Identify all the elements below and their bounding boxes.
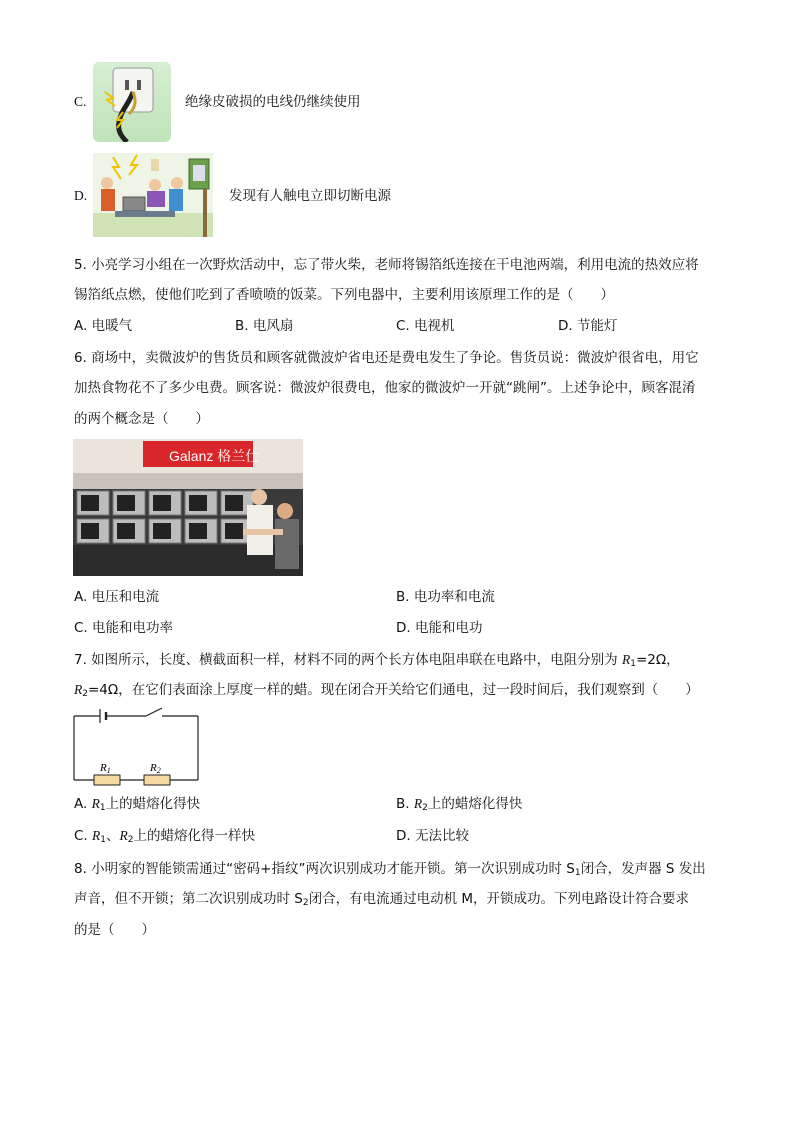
- q5-stem-line2: 锡箔纸点燃，使他们吃到了香喷喷的饭菜。下列电器中，主要利用该原理工作的是（ ）: [74, 287, 614, 303]
- q5-option-b: B. 电风扇: [235, 318, 294, 334]
- q8-stem-line1: 8. 小明家的智能锁需通过“密码+指纹”两次识别成功才能开锁。第一次识别成功时 $S_1$闭合，发声器 S 发出: [74, 861, 706, 878]
- q5-stem-line1: 5. 小亮学习小组在一次野炊活动中，忘了带火柴，老师将锡箔纸连接在干电池两端，利用电流的热效应将: [74, 257, 699, 273]
- q5-option-d: D. 节能灯: [558, 318, 618, 334]
- q8-stem-line3: 的是（ ）: [74, 922, 155, 938]
- galanz-sign-text: Galanz 格兰仕: [169, 448, 260, 464]
- microwave-store-photo: [73, 439, 303, 576]
- q7-option-c: C. $R_1$、$R_2$上的蜡熔化得一样快: [74, 828, 255, 845]
- q6-option-d: D. 电能和电功: [396, 620, 483, 636]
- q6-stem-line2: 加热食物花不了多少电费。顾客说：微波炉很费电，他家的微波炉一开就“跳闸”。上述争论中，顾客混淆: [74, 380, 696, 396]
- circuit-r2-label: R2: [150, 762, 161, 775]
- circuit-r1-label: R1: [100, 762, 111, 775]
- q4-option-d-letter: D.: [74, 188, 88, 203]
- q7-option-b: B. $R_2$上的蜡熔化得快: [396, 796, 523, 813]
- q7-option-a: A. $R_1$上的蜡熔化得快: [74, 796, 201, 813]
- electric-shock-rescue-illustration: [93, 153, 213, 237]
- outlet-damaged-wire-illustration: [93, 62, 171, 142]
- q4-option-c-text: 绝缘皮破损的电线仍继续使用: [185, 94, 361, 110]
- series-circuit-diagram: [70, 706, 204, 788]
- q7-stem-line2: $R_2=4\Omega$，在它们表面涂上厚度一样的蜡。现在闭合开关给它们通电，过一段时间后，我们观察到（ ）: [74, 682, 699, 699]
- q4-option-c-letter: C.: [74, 94, 87, 109]
- q7-stem-line1: 7. 如图所示，长度、横截面积一样，材料不同的两个长方体电阻串联在电路中，电阻分别为 $R_1=2\Omega$，: [74, 652, 680, 669]
- q7-option-d: D. 无法比较: [396, 828, 469, 844]
- q8-stem-line2: 声音，但不开锁；第二次识别成功时 $S_2$闭合，有电流通过电动机 M，开锁成功。下列电路设计符合要求: [74, 891, 690, 908]
- q4-option-d-text: 发现有人触电立即切断电源: [229, 188, 391, 204]
- q5-option-c: C. 电视机: [396, 318, 455, 334]
- q6-stem-line3: 的两个概念是（ ）: [74, 411, 209, 427]
- q6-option-a: A. 电压和电流: [74, 589, 160, 605]
- q6-option-b: B. 电功率和电流: [396, 589, 495, 605]
- q6-option-c: C. 电能和电功率: [74, 620, 174, 636]
- q6-stem-line1: 6. 商场中，卖微波炉的售货员和顾客就微波炉省电还是费电发生了争论。售货员说：微波炉很省电，用它: [74, 350, 699, 366]
- q5-option-a: A. 电暖气: [74, 318, 133, 334]
